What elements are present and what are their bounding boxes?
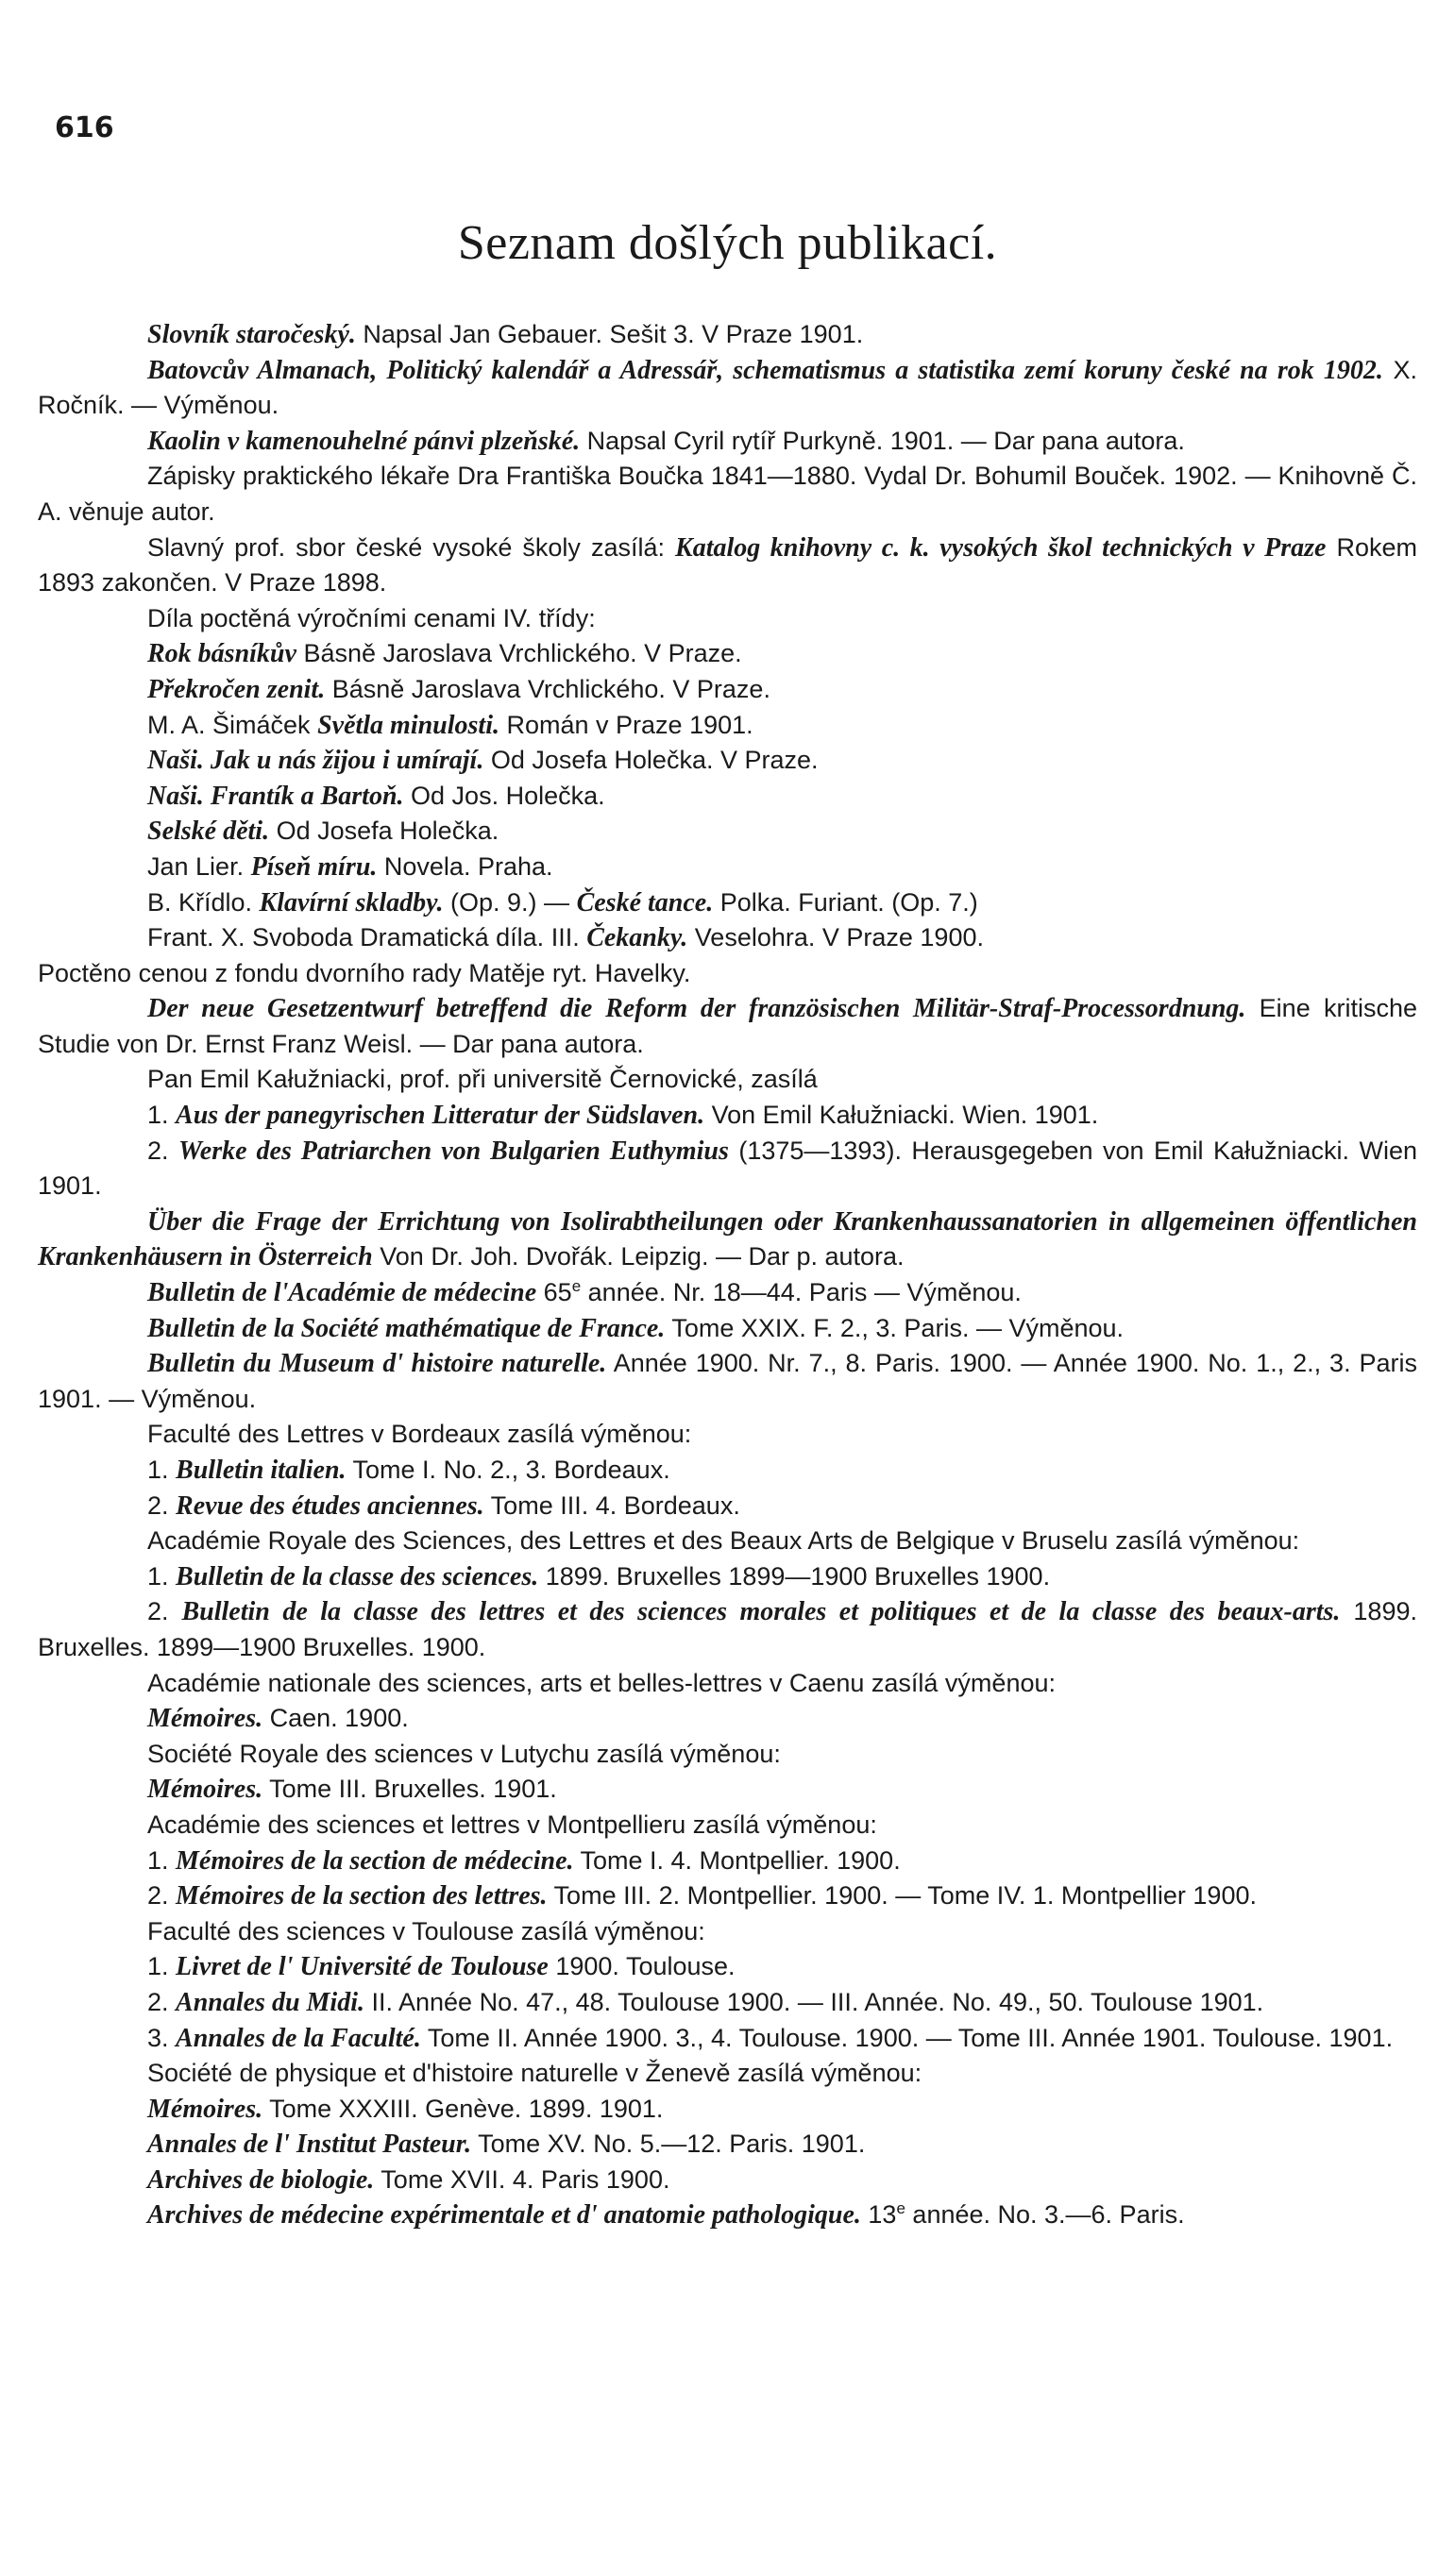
entry-title: Mémoires de la section de médecine. — [176, 1845, 574, 1876]
entry-title: Revue des études anciennes. — [176, 1490, 484, 1521]
list-item — [38, 353, 1417, 424]
list-item — [38, 2092, 1417, 2128]
list-item — [38, 2021, 1417, 2057]
list-item — [38, 1878, 1417, 1914]
entry-text: Od Josefa Holečka. — [269, 817, 499, 846]
entry-text: B. Křídlo. — [147, 887, 260, 917]
entry-text: Novela. Praha. — [377, 851, 553, 881]
list-item — [38, 991, 1417, 1062]
entry-title: Bulletin de la classe des lettres et des sciences morales et politiques et de la classe des beaux-arts. — [181, 1597, 1341, 1627]
entry-title: Čekanky. — [586, 923, 688, 953]
entry-text: Faculté des sciences v Toulouse zasílá výměnou: — [147, 1916, 705, 1945]
list-item — [38, 1772, 1417, 1808]
entry-title: Píseň míru. — [250, 851, 378, 882]
list-item — [38, 885, 1417, 921]
entry-title: Mémoires. — [147, 1704, 263, 1734]
entry-text: Od Josefa Holečka. V Praze. — [483, 746, 819, 775]
list-item — [38, 2163, 1417, 2198]
list-item — [38, 743, 1417, 779]
entry-title: Bulletin de la classe des sciences. — [176, 1561, 539, 1591]
entry-text: 1. — [147, 1456, 177, 1484]
entry-text: année. No. 3.—6. Paris. — [905, 2200, 1185, 2230]
list-item — [38, 672, 1417, 708]
list-item — [38, 2197, 1417, 2233]
list-item — [38, 1949, 1417, 1985]
entry-text: Tome I. 4. Montpellier. 1900. — [573, 1845, 901, 1875]
entry-text: X. Ročník. — Výměnou. — [38, 355, 1417, 420]
entry-text: Tome III. 2. Montpellier. 1900. — Tome IV. 1. Montpellier 1900. — [547, 1881, 1257, 1911]
list-item — [38, 1985, 1417, 2021]
entry-text: 1. — [147, 1561, 177, 1591]
entry-superscript: e — [571, 1277, 582, 1296]
page-title: Seznam došlých publikací. — [457, 216, 998, 270]
entry-title: Mémoires. — [147, 1775, 263, 1805]
list-item — [38, 1311, 1417, 1347]
entry-text: Napsal Cyril rytíř Purkyně. 1901. — Dar pana autora. — [580, 426, 1185, 455]
entry-title: Der neue Gesetzentwurf betreffend die Reform der französischen Militär-Straf-Processordnung. — [147, 994, 1246, 1024]
list-item — [38, 1204, 1417, 1275]
entry-text: 3. — [147, 2023, 177, 2052]
entry-title: Archives de biologie. — [147, 2164, 375, 2195]
entry-text: Román v Praze 1901. — [499, 710, 753, 739]
entry-text: Veselohra. V Praze 1900. — [687, 923, 984, 952]
list-item — [38, 459, 1417, 530]
entry-text: Od Jos. Holečka. — [403, 781, 605, 810]
list-item — [38, 1737, 1417, 1773]
entry-text: Tome III. 4. Bordeaux. — [483, 1490, 740, 1520]
list-item — [38, 1666, 1417, 1702]
list-item — [38, 1346, 1417, 1417]
list-item — [38, 1701, 1417, 1737]
entry-text: 2. — [147, 1987, 177, 2016]
entry-title: Bulletin du Museum d' histoire naturelle. — [147, 1349, 607, 1379]
entry-text: 13 — [860, 2200, 897, 2230]
entry-title: Bulletin de l'Académie de médecine — [147, 1278, 537, 1308]
entry-title: Katalog knihovny c. k. vysokých škol technických v Praze — [675, 532, 1327, 563]
entry-text: Poctěno cenou z fondu dvorního rady Matěje ryt. Havelky. — [38, 958, 691, 987]
entry-text: Slavný prof. sbor české vysoké školy zasílá: — [147, 532, 676, 562]
list-item — [38, 1453, 1417, 1489]
entry-title: Mémoires. — [147, 2094, 263, 2124]
entry-title: Archives de médecine expérimentale et d' anatomie pathologique. — [147, 2200, 861, 2231]
entry-text: 1899. Bruxelles. 1899—1900 Bruxelles. 1900. — [38, 1597, 1417, 1661]
entry-text: 1. — [147, 1952, 177, 1981]
entry-superscript: e — [896, 2199, 905, 2218]
entry-text: Tome XXIX. F. 2., 3. Paris. — Výměnou. — [665, 1313, 1125, 1342]
entry-text: Polka. Furiant. (Op. 7.) — [713, 887, 978, 917]
entry-title: Annales de l' Institut Pasteur. — [147, 2130, 472, 2160]
entry-text: II. Année No. 47., 48. Toulouse 1900. — III. Année. No. 49., 50. Toulouse 1901. — [364, 1987, 1264, 2016]
entry-title: Naši. Frantík a Bartoň. — [147, 781, 404, 811]
entry-text: Tome I. No. 2., 3. Bordeaux. — [346, 1456, 670, 1484]
entry-title: České tance. — [576, 887, 714, 918]
entry-text: 2. — [147, 1490, 177, 1520]
entry-text: M. A. Šimáček — [147, 710, 318, 739]
entry-text: (Op. 9.) — — [443, 887, 577, 917]
entry-text: 65 — [536, 1278, 572, 1307]
list-item — [38, 2056, 1417, 2092]
entry-text: Année 1900. Nr. 7., 8. Paris. 1900. — Année 1900. No. 1., 2., 3. Paris 1901. — Výměnou. — [38, 1349, 1417, 1413]
entry-text: 1. — [147, 1845, 177, 1875]
list-item — [38, 1524, 1417, 1559]
entry-text: Tome II. Année 1900. 3., 4. Toulouse. 1900. — Tome III. Année 1901. Toulouse. 1901. — [420, 2023, 1394, 2052]
publication-list — [38, 317, 1417, 2233]
entry-title: Kaolin v kamenouhelné pánvi plzeňské. — [147, 426, 581, 456]
page-number: 616 — [55, 111, 114, 144]
list-item — [38, 636, 1417, 672]
entry-text: 1900. Toulouse. — [548, 1952, 736, 1981]
entry-text: Napsal Jan Gebauer. Sešit 3. V Praze 1901. — [355, 320, 864, 348]
list-item — [38, 1417, 1417, 1453]
entry-title: Annales de la Faculté. — [176, 2023, 421, 2053]
entry-title: Překročen zenit. — [147, 674, 326, 704]
list-item — [38, 317, 1417, 353]
entry-text: Académie Royale des Sciences, des Lettres et des Beaux Arts de Belgique v Bruselu zasílá výměnou: — [147, 1526, 1300, 1556]
list-item — [38, 708, 1417, 744]
list-item — [38, 1489, 1417, 1524]
list-item — [38, 1062, 1417, 1098]
entry-title: Livret de l' Université de Toulouse — [176, 1952, 549, 1982]
entry-title: Über die Frage der Errichtung von Isolirabtheilungen oder Krankenhaussanatorien in allgemeinen öffentlichen Krankenhäusern in Österreich — [38, 1206, 1417, 1272]
entry-text: Von Emil Kałužniacki. Wien. 1901. — [704, 1101, 1099, 1130]
list-item — [38, 1914, 1417, 1950]
entry-title: Bulletin italien. — [176, 1456, 347, 1485]
entry-title: Světla minulosti. — [317, 710, 499, 740]
entry-text: Eine kritische Studie von Dr. Ernst Franz Weisl. — Dar pana autora. — [38, 994, 1417, 1058]
entry-text: Tome III. Bruxelles. 1901. — [262, 1775, 557, 1804]
entry-text: Zápisky praktického lékaře Dra Františka Boučka 1841—1880. Vydal Dr. Bohumil Bouček. 1902. — Knihovně Č. A. věnuje autor. — [38, 462, 1417, 526]
entry-text: Básně Jaroslava Vrchlického. V Praze. — [296, 639, 742, 668]
entry-text: Société Royale des sciences v Lutychu zasílá výměnou: — [147, 1739, 781, 1768]
entry-text: Pan Emil Kałužniacki, prof. při universitě Černovické, zasílá — [147, 1065, 818, 1094]
entry-text: Básně Jaroslava Vrchlického. V Praze. — [325, 674, 770, 703]
entry-text: 2. — [147, 1597, 182, 1626]
entry-title: Rok básníkův — [147, 639, 296, 669]
entry-text: Académie nationale des sciences, arts et belles-lettres v Caenu zasílá výměnou: — [147, 1668, 1056, 1697]
entry-text: Tome XXXIII. Genève. 1899. 1901. — [262, 2094, 664, 2123]
entry-text: Faculté des Lettres v Bordeaux zasílá výměnou: — [147, 1420, 692, 1449]
entry-text: Frant. X. Svoboda Dramatická díla. III. — [147, 923, 587, 952]
entry-title: Slovník staročeský. — [147, 320, 356, 349]
entry-title: Aus der panegyrischen Litteratur der Südslaven. — [176, 1101, 705, 1131]
entry-text: Rokem 1893 zakončen. V Praze 1898. — [38, 532, 1417, 598]
list-item — [38, 779, 1417, 815]
list-item — [38, 1098, 1417, 1134]
entry-title: Naši. Jak u nás žijou i umírají. — [147, 746, 484, 776]
list-item — [38, 1559, 1417, 1595]
list-item — [38, 530, 1417, 601]
entry-text: Caen. 1900. — [262, 1704, 409, 1733]
entry-title: Werke des Patriarchen von Bulgarien Euthymius — [178, 1136, 729, 1166]
entry-title: Annales du Midi. — [176, 1987, 364, 2017]
entry-text: Díla poctěná výročními cenami IV. třídy: — [147, 603, 596, 632]
entry-text: 2. — [147, 1136, 178, 1165]
list-item — [38, 1275, 1417, 1311]
entry-text: 2. — [147, 1881, 177, 1911]
list-item — [38, 1808, 1417, 1844]
entry-text: Tome XVII. 4. Paris 1900. — [374, 2164, 670, 2194]
list-item — [38, 424, 1417, 460]
list-item — [38, 920, 1417, 956]
entry-text: Académie des sciences et lettres v Montpellieru zasílá výměnou: — [147, 1810, 877, 1839]
entry-text: 1. — [147, 1101, 177, 1130]
entry-title: Bulletin de la Société mathématique de France. — [147, 1313, 666, 1343]
list-item — [38, 2127, 1417, 2163]
entry-text: Jan Lier. — [147, 851, 251, 881]
entry-text: Tome XV. No. 5.—12. Paris. 1901. — [471, 2130, 866, 2159]
entry-text: Société de physique et d'histoire naturelle v Ženevě zasílá výměnou: — [147, 2059, 922, 2088]
list-item — [38, 1844, 1417, 1879]
entry-title: Batovcův Almanach, Politický kalendář a Adressář, schematismus a statistika zemí koruny české na rok 1902. — [147, 355, 1383, 385]
entry-text: année. Nr. 18—44. Paris — Výměnou. — [581, 1278, 1022, 1307]
entry-text: (1375—1393). Herausgegeben von Emil Kałužniacki. Wien 1901. — [38, 1136, 1417, 1201]
entry-title: Selské děti. — [147, 817, 270, 847]
entry-text: 1899. Bruxelles 1899—1900 Bruxelles 1900. — [538, 1561, 1051, 1591]
entry-text: Von Dr. Joh. Dvořák. Leipzig. — Dar p. autora. — [372, 1242, 905, 1271]
list-item — [38, 601, 1417, 637]
list-item — [38, 1594, 1417, 1665]
list-item — [38, 956, 1417, 992]
entry-title: Klavírní skladby. — [259, 887, 444, 918]
list-item — [38, 850, 1417, 885]
entry-title: Mémoires de la section des lettres. — [176, 1881, 548, 1911]
list-item — [38, 1134, 1417, 1204]
list-item — [38, 814, 1417, 850]
